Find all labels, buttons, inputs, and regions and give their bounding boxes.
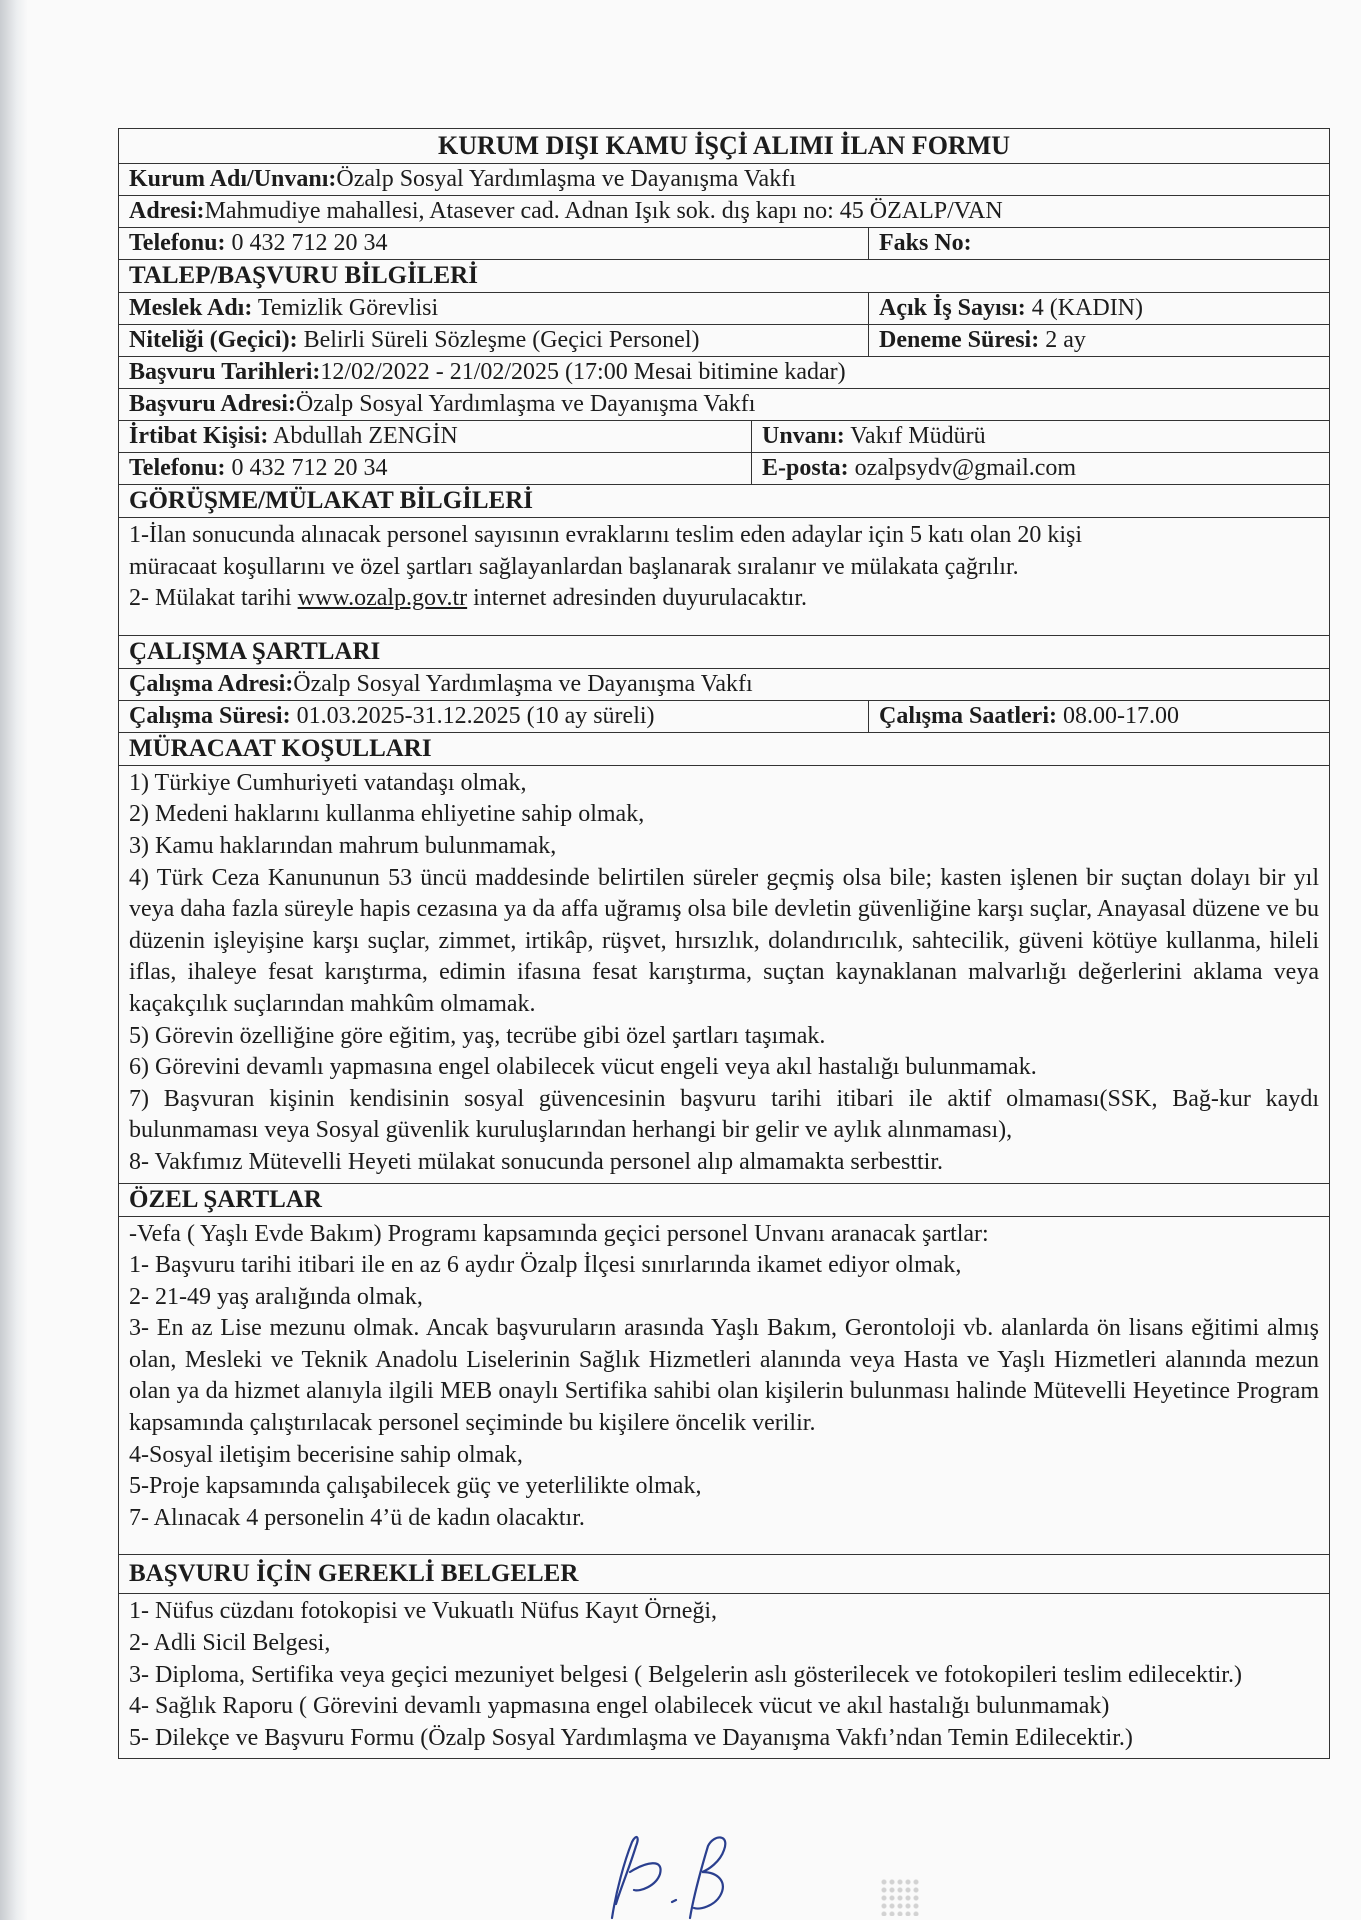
work-hours-cell (868, 701, 1189, 732)
conditions-section-heading (119, 733, 1329, 766)
email-value: ozalpsydv@gmail.com (848, 455, 1077, 481)
work-section-heading (119, 636, 1329, 669)
contact-title-value: Vakıf Müdürü (844, 423, 986, 449)
special-item: 4-Sosyal iletişim becerisine sahip olmak, (129, 1441, 523, 1468)
contact-row (119, 421, 1329, 453)
application-section-text: TALEP/BAŞVURU BİLGİLERİ (129, 262, 478, 289)
document-item: 1- Nüfus cüzdanı fotokopisi ve Vukuatlı Nüfus Kayıt Örneği, (129, 1598, 718, 1625)
address-row (119, 196, 1329, 228)
signature-image (590, 1832, 760, 1920)
work-period-row (119, 701, 1329, 733)
profession-cell (119, 293, 868, 324)
email-label: E-posta: (762, 455, 849, 481)
work-period-label: Çalışma Süresi: (129, 702, 291, 729)
document-item: 3- Diploma, Sertifika veya geçici mezuniyet belgesi ( Belgelerin aslı gösterilecek ve fotokopileri teslim edilecektir.) (129, 1661, 1242, 1688)
dates-label: Başvuru Tarihleri: (129, 359, 321, 385)
trial-label: Deneme Süresi: (879, 327, 1040, 353)
profession-value: Temizlik Görevlisi (252, 295, 439, 321)
contact-phone-cell (119, 453, 751, 484)
interview-line-2: müracaat koşullarını ve özel şartları sağlayanlardan başlanarak sıralanır ve mülakata çağrılır. (129, 553, 1019, 580)
openings-label: Açık İş Sayısı: (879, 295, 1026, 321)
special-item: 2- 21-49 yaş aralığında olmak, (129, 1283, 423, 1310)
special-section-heading (119, 1184, 1329, 1217)
apply-address-label: Başvuru Adresi: (129, 391, 296, 417)
dates-row (119, 357, 1329, 389)
form-title (119, 129, 1329, 164)
institution-row (119, 164, 1329, 196)
contact-title-cell (751, 421, 996, 452)
contact-label: İrtibat Kişisi: (129, 423, 269, 449)
dates-value: 12/02/2022 - 21/02/2025 (17:00 Mesai bitimine kadar) (320, 359, 846, 385)
phone-cell (119, 228, 868, 259)
trial-cell (868, 325, 1096, 356)
work-hours-label: Çalışma Saatleri: (879, 702, 1057, 729)
profession-row (119, 293, 1329, 325)
interview-line-3-prefix: 2- Mülakat tarihi (129, 585, 298, 612)
conditions-block (119, 766, 1329, 1184)
trial-value: 2 ay (1039, 327, 1086, 353)
work-period-value: 01.03.2025-31.12.2025 (10 ay süreli) (290, 702, 655, 729)
special-item: 3- En az Lise mezunu olmak. Ancak başvuruların arasında Yaşlı Bakım, Gerontoloji vb. alanlarda ön lisans eğitimi almış olan, Mesleki ve Teknik Anadolu Liselerinin Sağlık Hizmetleri alanında veya Hasta ve Yaşlı Hizmetleri alanında mezun olan ya da hizmet alanıyla ilgili MEB onaylı Sertifika sahibi olan kişilerin bulunması halinde Mütevelli Heyetince Program kapsamında çalıştırılacak personel seçiminde bu kişilere öncelik verilir. (129, 1315, 1319, 1437)
special-section-text: ÖZEL ŞARTLAR (129, 1185, 322, 1213)
application-section-heading (119, 260, 1329, 293)
email-cell (751, 453, 1086, 484)
contact-phone-label: Telefonu: (129, 455, 226, 481)
apply-address-value: Özalp Sosyal Yardımlaşma ve Dayanışma Vakfı (295, 391, 756, 417)
contact-title-label: Unvanı: (762, 423, 845, 449)
fax-cell (868, 228, 982, 259)
condition-item: 5) Görevin özelliğine göre eğitim, yaş, tecrübe gibi özel şartları taşımak. (129, 1022, 826, 1049)
document-item: 2- Adli Sicil Belgesi, (129, 1630, 331, 1657)
work-address-value: Özalp Sosyal Yardımlaşma ve Dayanışma Vakfı (293, 670, 753, 697)
interview-line-3-suffix: internet adresinden duyurulacaktır. (467, 585, 808, 612)
announcement-form (118, 128, 1330, 1759)
condition-item: 4) Türk Ceza Kanununun 53 üncü maddesinde belirtilen süreler geçmiş olsa bile; kasten işlenen bir suçtan dolayı bir yıl veya daha fazla süreyle hapis cezasına ya da affa uğramış olsa bile devletin güvenliğine karşı suçlar, Anayasal düzene ve bu düzenin işleyişine karşı suçlar, zimmet, irtikâp, rüşvet, hırsızlık, dolandırıcılık, sahtecilik, güveni kötüye kullanma, hileli iflas, ihaleye fesat karıştırma, edimin ifasına fesat karıştırma, suçtan kaynaklanan malvarlığı değerlerini aklama veya kaçakçılık suçlarından mahkûm olmamak. (129, 864, 1319, 1017)
document-item: 4- Sağlık Raporu ( Görevini devamlı yapmasına engel olabilecek vücut ve akıl hastalığı bulunmamak) (129, 1693, 1110, 1720)
condition-item: 8- Vakfımız Mütevelli Heyeti mülakat sonucunda personel alıp almamakta serbesttir. (129, 1148, 943, 1175)
documents-section-text: BAŞVURU İÇİN GEREKLİ BELGELER (129, 1560, 579, 1588)
condition-item: 3) Kamu haklarından mahrum bulunmamak, (129, 832, 557, 859)
interview-section-heading (119, 485, 1329, 518)
profession-label: Meslek Adı: (129, 295, 253, 321)
work-hours-value: 08.00-17.00 (1056, 702, 1179, 729)
special-item: 1- Başvuru tarihi itibari ile en az 6 aydır Özalp İlçesi sınırlarında ikamet ediyor olmak, (129, 1252, 962, 1279)
nature-row (119, 325, 1329, 357)
contact-phone-value: 0 432 712 20 34 (225, 455, 388, 481)
nature-value: Belirli Süreli Sözleşme (Geçici Personel) (297, 327, 700, 353)
special-item: -Vefa ( Yaşlı Evde Bakım) Programı kapsamında geçici personel Unvanı aranacak şartlar: (129, 1220, 989, 1247)
special-item: 5-Proje kapsamında çalışabilecek güç ve yeterlilikte olmak, (129, 1473, 702, 1500)
contact-cell (119, 421, 751, 452)
documents-section-heading (119, 1555, 1329, 1594)
apply-address-row (119, 389, 1329, 421)
work-period-cell (119, 701, 868, 732)
phone-label: Telefonu: (129, 230, 226, 256)
work-section-text: ÇALIŞMA ŞARTLARI (129, 637, 381, 665)
condition-item: 2) Medeni haklarını kullanma ehliyetine sahip olmak, (129, 801, 645, 828)
openings-value: 4 (KADIN) (1025, 295, 1144, 321)
nature-cell (119, 325, 868, 356)
special-block (119, 1217, 1329, 1556)
interview-block (119, 518, 1329, 636)
interview-section-text: GÖRÜŞME/MÜLAKAT BİLGİLERİ (129, 487, 534, 514)
interview-website-link[interactable]: www.ozalp.gov.tr (297, 585, 468, 612)
fax-label: Faks No: (879, 230, 972, 256)
condition-item: 7) Başvuran kişinin kendisinin sosyal güvencesinin başvuru tarihi itibari ile aktif olmaması(SSK, Bağ-kur kaydı bulunmaması veya Sosyal güvenlik kuruluşlarından herhangi bir gelir ve aylık alınmaması), (129, 1085, 1319, 1144)
address-label: Adresi: (129, 198, 205, 224)
phone-value: 0 432 712 20 34 (225, 230, 388, 256)
institution-value: Özalp Sosyal Yardımlaşma ve Dayanışma Vakfı (336, 166, 796, 192)
condition-item: 1) Türkiye Cumhuriyeti vatandaşı olmak, (129, 769, 527, 796)
institution-label: Kurum Adı/Unvanı: (129, 166, 337, 192)
special-item: 7- Alınacak 4 personelin 4’ü de kadın olacaktır. (129, 1504, 585, 1531)
condition-item: 6) Görevini devamlı yapmasına engel olabilecek vücut engeli veya akıl hastalığı bulunmamak. (129, 1054, 1037, 1081)
contact-value: Abdullah ZENGİN (268, 423, 458, 449)
documents-block (119, 1594, 1329, 1758)
form-title-text: KURUM DIŞI KAMU İŞÇİ ALIMI İLAN FORMU (437, 131, 1011, 160)
scan-edge (0, 0, 28, 1920)
nature-label: Niteliği (Geçici): (129, 327, 298, 353)
interview-line-3 (129, 583, 1319, 615)
work-address-label: Çalışma Adresi: (129, 670, 294, 697)
contact-phone-row (119, 453, 1329, 485)
address-value: Mahmudiye mahallesi, Atasever cad. Adnan Işık sok. dış kapı no: 45 ÖZALP/VAN (204, 198, 1003, 224)
document-item: 5- Dilekçe ve Başvuru Formu (Özalp Sosyal Yardımlaşma ve Dayanışma Vakfı’ndan Temin Edilecektir.) (129, 1724, 1133, 1751)
conditions-section-text: MÜRACAAT KOŞULLARI (129, 734, 432, 762)
scan-artifact (880, 1878, 920, 1916)
interview-line-1: 1-İlan sonucunda alınacak personel sayısının evraklarını teslim eden adaylar için 5 katı olan 20 kişi (129, 522, 1083, 548)
openings-cell (868, 293, 1153, 324)
work-address-row (119, 669, 1329, 701)
phone-fax-row (119, 228, 1329, 260)
